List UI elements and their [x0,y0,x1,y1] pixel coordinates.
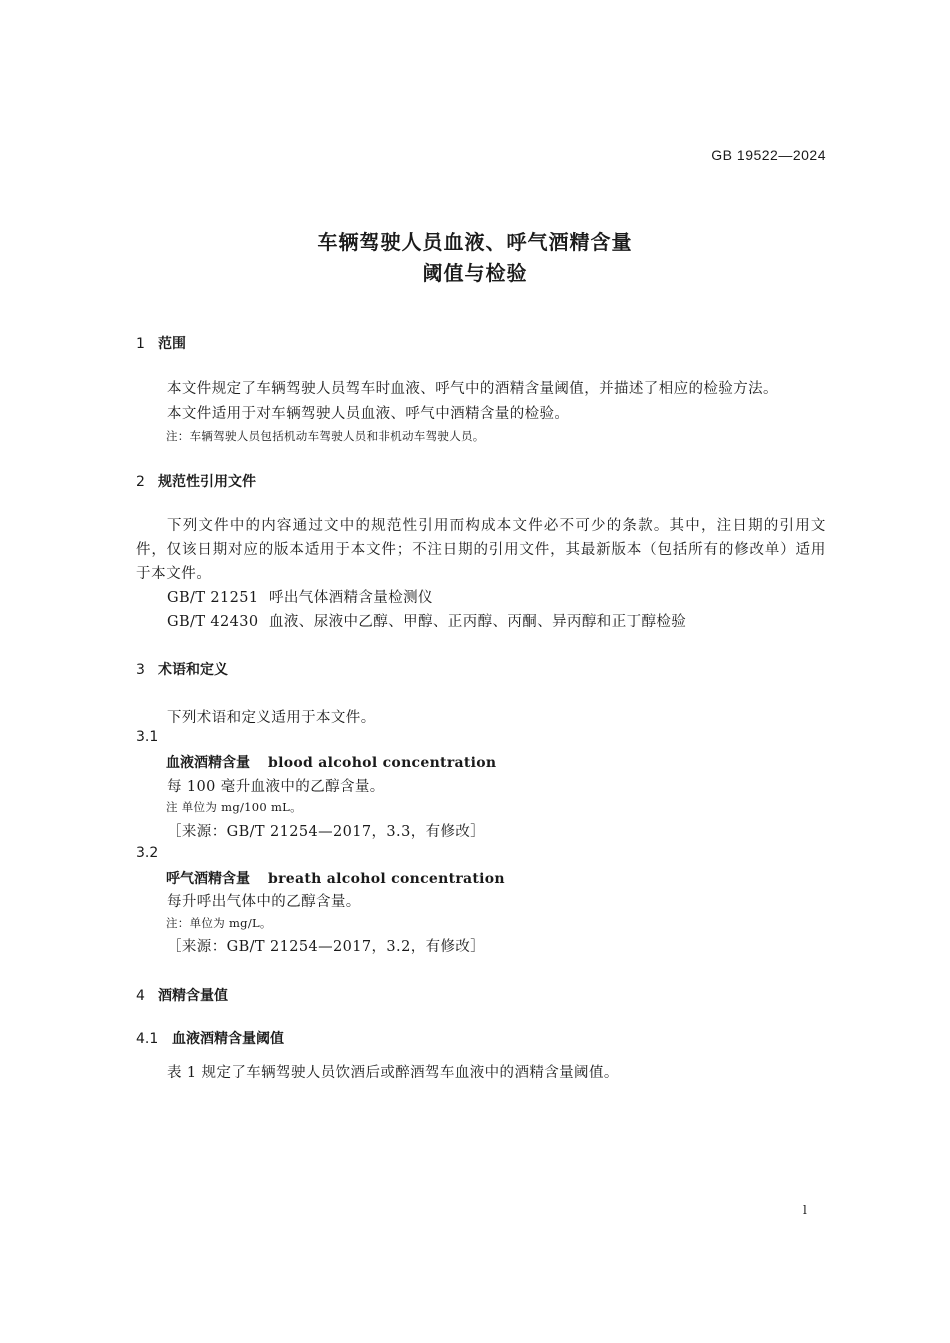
term-definition: 每 100 毫升血液中的乙醇含量。 [167,779,385,795]
document-title-line-1: 车辆驾驶人员血液、呼气酒精含量 [317,230,633,254]
reference-item [167,610,686,631]
subsection-4-1-heading [136,1028,284,1048]
term-english: blood alcohol concentration [268,755,497,771]
section-3-intro: 下列术语和定义适用于本文件。 [167,710,376,726]
section-4-heading [136,985,228,1005]
term-heading [166,752,496,772]
subsection-title: 血液酒精含量阈值 [172,1031,284,1047]
term-chinese: 呼气酒精含量 [166,871,250,887]
term-number: 3.1 [136,729,159,745]
section-number: 2 [136,474,145,490]
term-note: 注 单位为 mg/100 mL。 [166,800,302,814]
term-english: breath alcohol concentration [268,871,505,887]
subsection-number: 4.1 [136,1031,159,1047]
term-source: ［来源：GB/T 21254—2017，3.3，有修改］ [167,824,486,840]
term-chinese: 血液酒精含量 [166,755,250,771]
page-number: l [803,1203,807,1217]
section-number: 4 [136,988,145,1004]
section-3-heading [136,659,228,679]
section-title: 酒精含量值 [158,988,228,1004]
section-1-paragraph-2: 本文件适用于对车辆驾驶人员血液、呼气中酒精含量的检验。 [167,406,570,422]
subsection-4-1-paragraph: 表 1 规定了车辆驾驶人员饮酒后或醉酒驾车血液中的酒精含量阈值。 [167,1065,619,1081]
reference-title: 血液、尿液中乙醇、甲醇、正丙醇、丙酮、异丙醇和正丁醇检验 [269,614,687,630]
document-title-line-2: 阈值与检验 [422,261,528,285]
section-number: 1 [136,336,145,352]
reference-item [167,586,433,607]
term-number: 3.2 [136,845,159,861]
reference-code: GB/T 21251 [167,590,259,606]
term-heading [166,868,505,888]
section-title: 术语和定义 [158,662,228,678]
section-2-paragraph: 下列文件中的内容通过文中的规范性引用而构成本文件必不可少的条款。其中，注日期的引用文件，仅该日期对应的版本适用于本文件；不注日期的引用文件，其最新版本（包括所有的修改单）适用于本文件。 [136,518,826,582]
section-1-note: 注：车辆驾驶人员包括机动车驾驶人员和非机动车驾驶人员。 [166,429,485,443]
section-2-heading [136,471,256,491]
reference-title: 呼出气体酒精含量检测仪 [269,590,433,606]
term-note: 注：单位为 mg/L。 [166,916,272,930]
standard-code: GB 19522—2024 [711,147,826,163]
section-number: 3 [136,662,145,678]
section-title: 范围 [158,336,186,352]
section-title: 规范性引用文件 [158,474,256,490]
reference-code: GB/T 42430 [167,614,259,630]
section-1-paragraph-1: 本文件规定了车辆驾驶人员驾车时血液、呼气中的酒精含量阈值，并描述了相应的检验方法。 [167,381,778,397]
term-definition: 每升呼出气体中的乙醇含量。 [167,894,361,910]
term-source: ［来源：GB/T 21254—2017，3.2，有修改］ [167,939,486,955]
section-1-heading [136,333,186,353]
